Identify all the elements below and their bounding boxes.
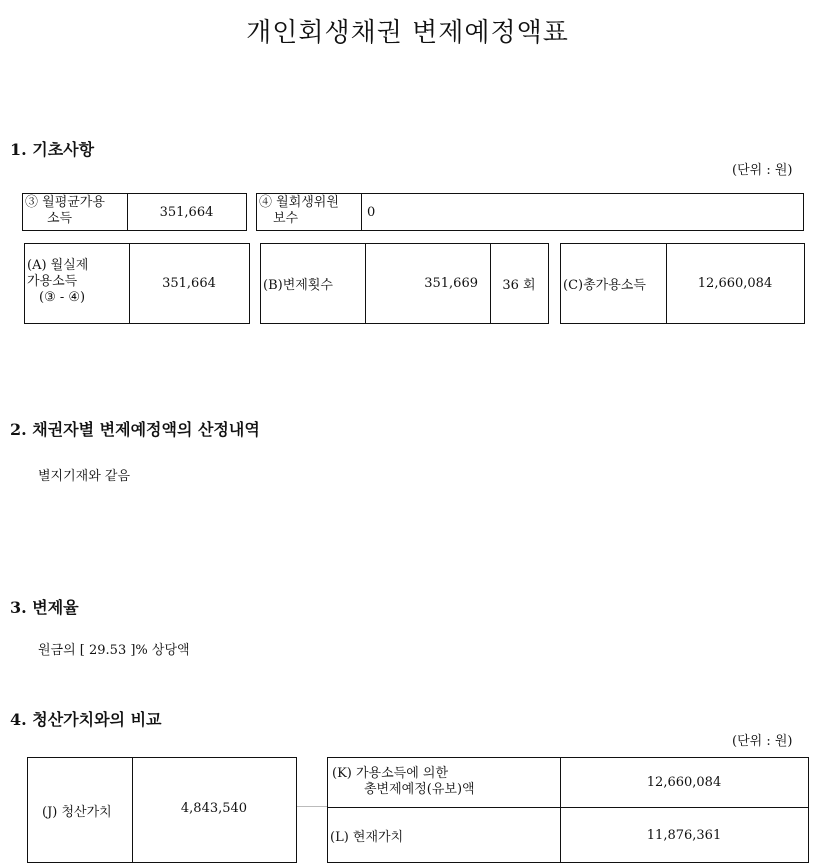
l-value: 11,876,361 (646, 827, 722, 843)
item3-label-line2: 소득 (47, 211, 73, 226)
section3-heading: 3. 변제율 (10, 598, 79, 617)
l-label: (L) 현재가치 (330, 829, 404, 845)
a-label-line2: 가용소득 (27, 274, 78, 289)
c-box (560, 243, 805, 324)
a-label-line3: (③ - ④) (39, 290, 86, 305)
connector-line (297, 806, 327, 807)
c-value: 12,660,084 (697, 276, 773, 291)
a-label-line1: (A) 월실제 (27, 258, 89, 273)
item3-box (22, 193, 247, 231)
a-box (24, 243, 250, 324)
section3-text: 원금의 [ 29.53 ]% 상당액 (38, 643, 190, 658)
j-label: (J) 청산가치 (42, 804, 112, 820)
section1-heading: 1. 기초사항 (10, 140, 95, 159)
k-label (328, 758, 560, 807)
k-label-line2: 총변제예정(유보)액 (364, 782, 475, 797)
item3-label-line1: ③ 월평균가용 (25, 195, 105, 210)
page-title: 개인회생채권 변제예정액표 (246, 18, 569, 48)
section1-unit: (단위 : 원) (732, 163, 793, 178)
item4-value: 0 (367, 204, 376, 220)
section4-heading: 4. 청산가치와의 비교 (10, 710, 162, 729)
section2-heading: 2. 채권자별 변제예정액의 산정내역 (10, 420, 260, 439)
item4-label-line2: 보수 (273, 211, 299, 226)
item3-value: 351,664 (159, 204, 214, 220)
k-label-line1: (K) 가용소득에 의한 (332, 766, 449, 781)
b-label: (B)변제횟수 (263, 278, 333, 293)
item4-box (256, 193, 804, 231)
section2-text: 별지기재와 같음 (38, 469, 131, 484)
item4-label (257, 194, 361, 230)
c-label: (C)총가용소득 (563, 278, 646, 293)
k-value: 12,660,084 (646, 775, 722, 790)
b-count: 36 회 (502, 278, 536, 293)
item3-label (23, 194, 127, 230)
j-box (27, 757, 297, 863)
a-label (25, 244, 129, 323)
b-value: 351,669 (424, 276, 478, 291)
item4-label-line1: ④ 월회생위원 (259, 195, 339, 210)
section4-unit: (단위 : 원) (732, 734, 793, 749)
b-box (260, 243, 549, 324)
kl-box (327, 757, 809, 863)
j-value: 4,843,540 (180, 800, 248, 816)
a-value: 351,664 (162, 276, 216, 291)
